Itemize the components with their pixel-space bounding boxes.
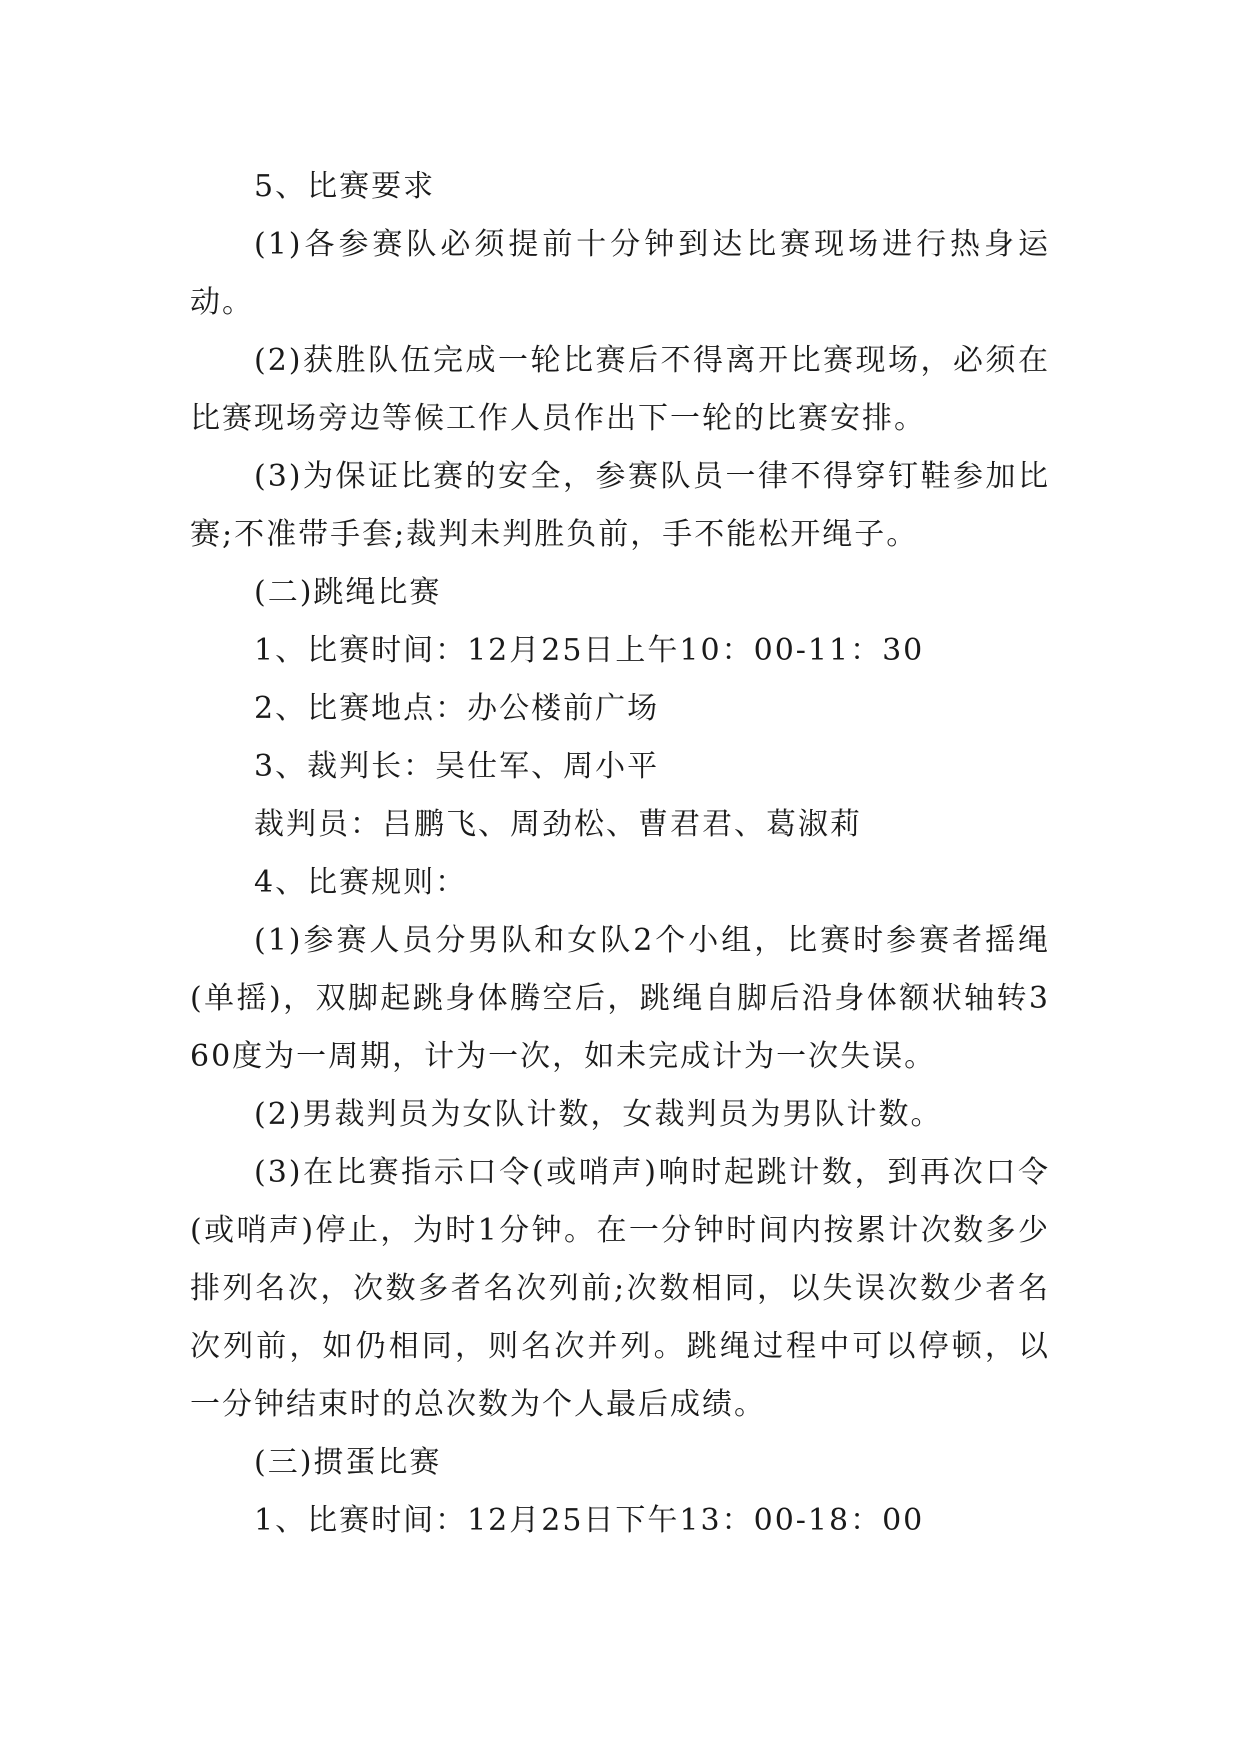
section-heading-guandan: (三)掼蛋比赛 — [254, 1445, 442, 1480]
requirement-2: (2)获胜队伍完成一轮比赛后不得离开比赛现场，必须在比赛现场旁边等候工作人员作出下一轮的比赛安排。 — [190, 343, 1050, 436]
referees: 裁判员：吕鹏飞、周劲松、曹君君、葛淑莉 — [254, 807, 862, 842]
section-heading-rope-skipping: (二)跳绳比赛 — [254, 575, 442, 610]
heading-competition-requirements: 5、比赛要求 — [254, 169, 436, 204]
requirement-3: (3)为保证比赛的安全，参赛队员一律不得穿钉鞋参加比赛;不准带手套;裁判未判胜负前，手不能松开绳子。 — [190, 459, 1050, 552]
rule-2: (2)男裁判员为女队计数，女裁判员为男队计数。 — [254, 1097, 943, 1132]
requirement-1: (1)各参赛队必须提前十分钟到达比赛现场进行热身运动。 — [190, 227, 1050, 320]
heading-rules: 4、比赛规则： — [254, 865, 468, 900]
chief-referees: 3、裁判长：吴仕军、周小平 — [254, 749, 660, 784]
guandan-time: 1、比赛时间：12月25日下午13：00-18：00 — [254, 1503, 925, 1538]
rope-skipping-location: 2、比赛地点：办公楼前广场 — [254, 691, 660, 726]
rule-3: (3)在比赛指示口令(或哨声)响时起跳计数，到再次口令(或哨声)停止，为时1分钟。在一分钟时间内按累计次数多少排列名次，次数多者名次列前;次数相同，以失误次数少者名次列前，如仍相同，则名次并列。跳绳过程中可以停顿，以一分钟结束时的总次数为个人最后成绩。 — [190, 1155, 1050, 1422]
document-body — [190, 158, 1050, 1550]
rope-skipping-time: 1、比赛时间：12月25日上午10：00-11：30 — [254, 633, 925, 668]
rule-1: (1)参赛人员分男队和女队2个小组，比赛时参赛者摇绳(单摇)，双脚起跳身体腾空后，跳绳自脚后沿身体额状轴转360度为一周期，计为一次，如未完成计为一次失误。 — [190, 923, 1050, 1074]
